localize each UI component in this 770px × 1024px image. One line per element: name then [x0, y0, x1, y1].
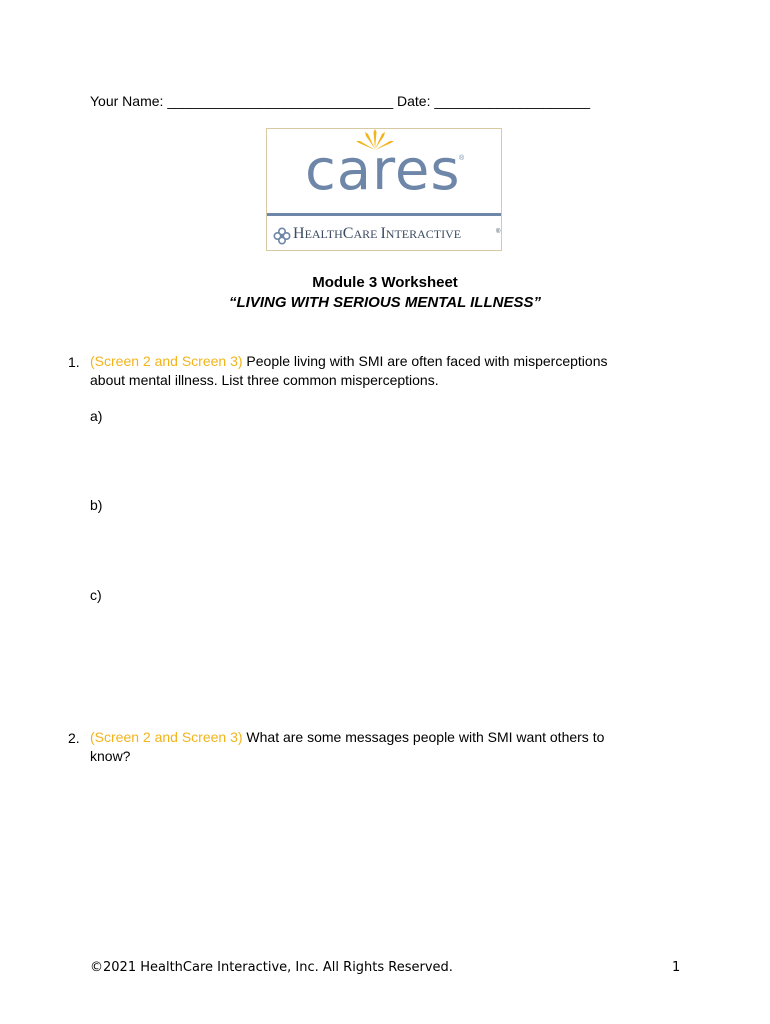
worksheet-subtitle: “LIVING WITH SERIOUS MENTAL ILLNESS” — [229, 294, 541, 311]
question-2-text — [90, 728, 604, 766]
question-2-line-1 — [90, 728, 604, 747]
question-1-prompt: People living with SMI are often faced with misperceptions — [242, 353, 608, 369]
question-1-number: 1. — [68, 354, 80, 370]
worksheet-title: Module 3 Worksheet — [312, 274, 458, 291]
question-1-screen-ref: (Screen 2 and Screen 3) — [90, 353, 243, 369]
logo-company-registered-mark: ® — [496, 229, 501, 235]
cares-logo — [266, 128, 502, 251]
question-1-line-1 — [90, 352, 608, 371]
name-blank: _____________________________ — [167, 93, 394, 109]
logo-registered-mark: ® — [459, 155, 465, 162]
question-2-prompt: What are some messages people with SMI want others to — [242, 729, 605, 745]
question-1-text — [90, 352, 608, 390]
question-2-screen-ref: (Screen 2 and Screen 3) — [90, 729, 243, 745]
name-date-line — [90, 93, 590, 109]
question-2-number: 2. — [68, 730, 80, 746]
flower-emblem-icon — [273, 227, 291, 245]
name-label: Your Name: — [90, 93, 164, 109]
logo-divider — [267, 213, 501, 216]
answer-b-label: b) — [90, 497, 103, 513]
date-label: Date: — [397, 93, 431, 109]
page-number: 1 — [672, 960, 681, 975]
logo-company-name: HEALTHCARE INTERACTIVE — [293, 225, 462, 242]
question-1-line-2: about mental illness. List three common misperceptions. — [90, 372, 439, 388]
question-2-line-2: know? — [90, 748, 131, 764]
date-blank: ____________________ — [434, 93, 591, 109]
footer-copyright: ©2021 HealthCare Interactive, Inc. All Rights Reserved. — [90, 960, 453, 975]
logo-wordmark: cares — [305, 138, 461, 203]
answer-a-label: a) — [90, 408, 103, 424]
answer-c-label: c) — [90, 587, 102, 603]
